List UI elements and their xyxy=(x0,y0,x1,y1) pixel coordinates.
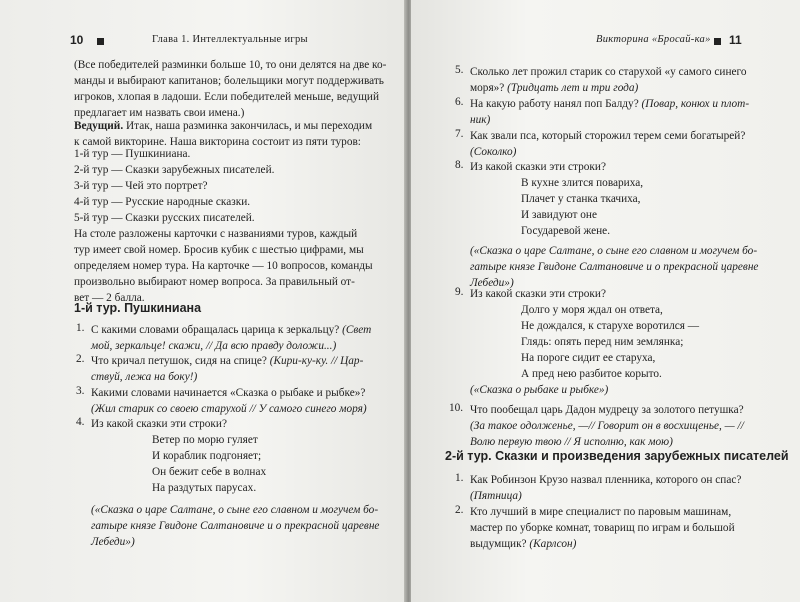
question-text: Кто лучший в мире специалист по паровым машинам, xyxy=(470,506,732,518)
question-number: 6. xyxy=(455,96,464,108)
question-text: мастер по уборке комнат, товарищ по играм и большой xyxy=(470,522,735,534)
round-item: 4-й тур — Русские народные сказки. xyxy=(74,196,251,208)
question-3 xyxy=(91,385,367,417)
question-text: Как Робинзон Крузо назвал пленника, которого он спас? xyxy=(470,474,742,486)
answer-text: (Свет xyxy=(342,324,372,336)
poem-line: Не дождался, к старухе воротился — xyxy=(521,320,700,332)
poem-line: В кухне злится повариха, xyxy=(521,177,644,189)
question-text: Что пообещал царь Дадон мудрецу за золотого петушка? xyxy=(470,404,744,416)
poem-line: И завидуют оне xyxy=(521,209,597,221)
answer-text: гатыре князе Гвидоне Салтановиче и о прекрасной царевне xyxy=(91,520,380,532)
poem-verse xyxy=(152,432,266,496)
text-line: На столе разложены карточки с названиями туров, каждый xyxy=(74,228,358,240)
question-text: Что кричал петушок, сидя на спице? xyxy=(91,355,270,367)
text-line: определяем номер тура. На карточке — 10 вопросов, команды xyxy=(74,260,373,272)
question-number: 1. xyxy=(455,472,464,484)
poem-verse xyxy=(521,302,699,382)
text-line: произвольно выбирают номер вопроса. За правильный от- xyxy=(74,276,355,288)
running-head: Викторина «Бросай-ка» xyxy=(596,34,711,45)
question-s2-1 xyxy=(470,472,741,504)
rounds-list xyxy=(74,146,274,226)
question-number: 1. xyxy=(76,322,85,334)
answer-text: («Сказка о царе Салтане, о сыне его славном и могучем бо- xyxy=(470,245,758,257)
question-text: Из какой сказки эти строки? xyxy=(470,288,606,300)
answer-8 xyxy=(470,243,758,291)
poem-verse xyxy=(521,175,643,239)
question-5 xyxy=(470,64,747,96)
header-square-icon xyxy=(714,38,721,45)
answer-text: («Сказка о царе Салтане, о сыне его славном и могучем бо- xyxy=(91,504,379,516)
question-number: 4. xyxy=(76,416,85,428)
question-number: 10. xyxy=(449,402,464,414)
answer-text: (Карлсон) xyxy=(529,538,577,550)
page-number: 11 xyxy=(729,33,742,47)
header-square-icon xyxy=(97,38,104,45)
answer-text: Лебеди») xyxy=(91,536,135,548)
round-item: 2-й тур — Сказки зарубежных писателей. xyxy=(74,164,275,176)
round-item: 1-й тур — Пушкиниана. xyxy=(74,148,191,160)
question-text: Какими словами начинается «Сказка о рыбаке и рыбке»? xyxy=(91,387,366,399)
poem-line: Долго у моря ждал он ответа, xyxy=(521,304,663,316)
question-number: 2. xyxy=(76,353,85,365)
section-title: 2-й тур. Сказки и произведения зарубежных писателей xyxy=(445,449,789,463)
poem-line: Глядь: опять перед ним землянка; xyxy=(521,336,684,348)
answer-text: гатыре князе Гвидоне Салтановиче и о прекрасной царевне xyxy=(470,261,759,273)
round-item: 3-й тур — Чей это портрет? xyxy=(74,180,208,192)
text-line: предлагает им назвать свои имена.) xyxy=(74,107,245,119)
question-2 xyxy=(91,353,363,385)
text-line: Итак, наша разминка закончилась, и мы переходим xyxy=(123,120,373,132)
question-number: 7. xyxy=(455,128,464,140)
question-number: 3. xyxy=(76,385,85,397)
answer-text: (Пятница) xyxy=(470,490,522,502)
question-text: Из какой сказки эти строки? xyxy=(91,418,227,430)
poem-line: Плачет у станка ткачиха, xyxy=(521,193,641,205)
question-7 xyxy=(470,128,745,160)
question-text: Из какой сказки эти строки? xyxy=(470,161,606,173)
question-number: 5. xyxy=(455,64,464,76)
question-text: Сколько лет прожил старик со старухой «у самого синего xyxy=(470,66,747,78)
question-text: С какими словами обращалась царица к зеркальцу? xyxy=(91,324,343,336)
question-text: выдумщик? xyxy=(470,538,530,550)
question-number: 9. xyxy=(455,286,464,298)
answer-text: ствуй, лежа на боку!) xyxy=(91,371,198,383)
answer-4 xyxy=(91,502,379,550)
text-line: игроков, хлопая в ладоши. Если победителей меньше, ведущий xyxy=(74,91,380,103)
text-line: манды и выбирают капитанов; болельщики могут поддерживать xyxy=(74,75,384,87)
poem-line: Ветер по морю гуляет xyxy=(152,434,258,446)
question-number: 8. xyxy=(455,159,464,171)
answer-text: (Тридцать лет и три года) xyxy=(507,82,639,94)
text-line: (Все победителей разминки больше 10, то они делятся на две ко- xyxy=(74,59,387,71)
answer-text: (Повар, конюх и плот- xyxy=(641,98,750,110)
poem-line: На пороге сидит ее старуха, xyxy=(521,352,656,364)
answer-text: («Сказка о рыбаке и рыбке») xyxy=(470,384,609,396)
poem-line: На раздутых парусах. xyxy=(152,482,257,494)
answer-text: (Соколко) xyxy=(470,146,517,158)
question-6 xyxy=(470,96,749,128)
text-line: тур имеет свой номер. Бросив кубик с шестью цифрами, мы xyxy=(74,244,364,256)
section-title: 1-й тур. Пушкиниана xyxy=(74,301,202,315)
answer-text: (За такое одолженье, —// Говорит он в восхищенье, — // xyxy=(470,420,744,432)
answer-text: (Кири-ку-ку. // Цар- xyxy=(269,355,364,367)
answer-text: (Жил старик со своею старухой // У самого синего моря) xyxy=(91,403,367,415)
poem-line: А пред нею разбитое корыто. xyxy=(521,368,662,380)
intro-paragraph xyxy=(74,57,386,121)
question-1 xyxy=(91,322,371,354)
poem-line: Государевой жене. xyxy=(521,225,611,237)
poem-line: И кораблик подгоняет; xyxy=(152,450,262,462)
host-label: Ведущий. xyxy=(74,120,124,132)
question-10 xyxy=(470,402,744,450)
question-text: На какую работу нанял поп Балду? xyxy=(470,98,642,110)
answer-text: Лебеди») xyxy=(470,277,514,289)
answer-text: мой, зеркальце! скажи, // Да всю правду доложи...) xyxy=(91,340,337,352)
text-line: вет — 2 балла. xyxy=(74,292,145,304)
round-item: 5-й тур — Сказки русских писателей. xyxy=(74,212,255,224)
question-s2-2 xyxy=(470,504,735,552)
text-line: к самой викторине. Наша викторина состоит из пяти туров: xyxy=(74,136,361,148)
right-page xyxy=(411,0,800,602)
question-text: моря»? xyxy=(470,82,508,94)
running-head: Глава 1. Интеллектуальные игры xyxy=(152,34,308,45)
page-number: 10 xyxy=(70,33,84,47)
answer-text: ник) xyxy=(470,114,491,126)
answer-text: Волю первую твою // Я исполню, как мою) xyxy=(470,436,673,448)
poem-line: Он бежит себе в волнах xyxy=(152,466,267,478)
rules-paragraph xyxy=(74,226,373,306)
question-number: 2. xyxy=(455,504,464,516)
question-text: Как звали пса, который сторожил терем семи богатырей? xyxy=(470,130,746,142)
